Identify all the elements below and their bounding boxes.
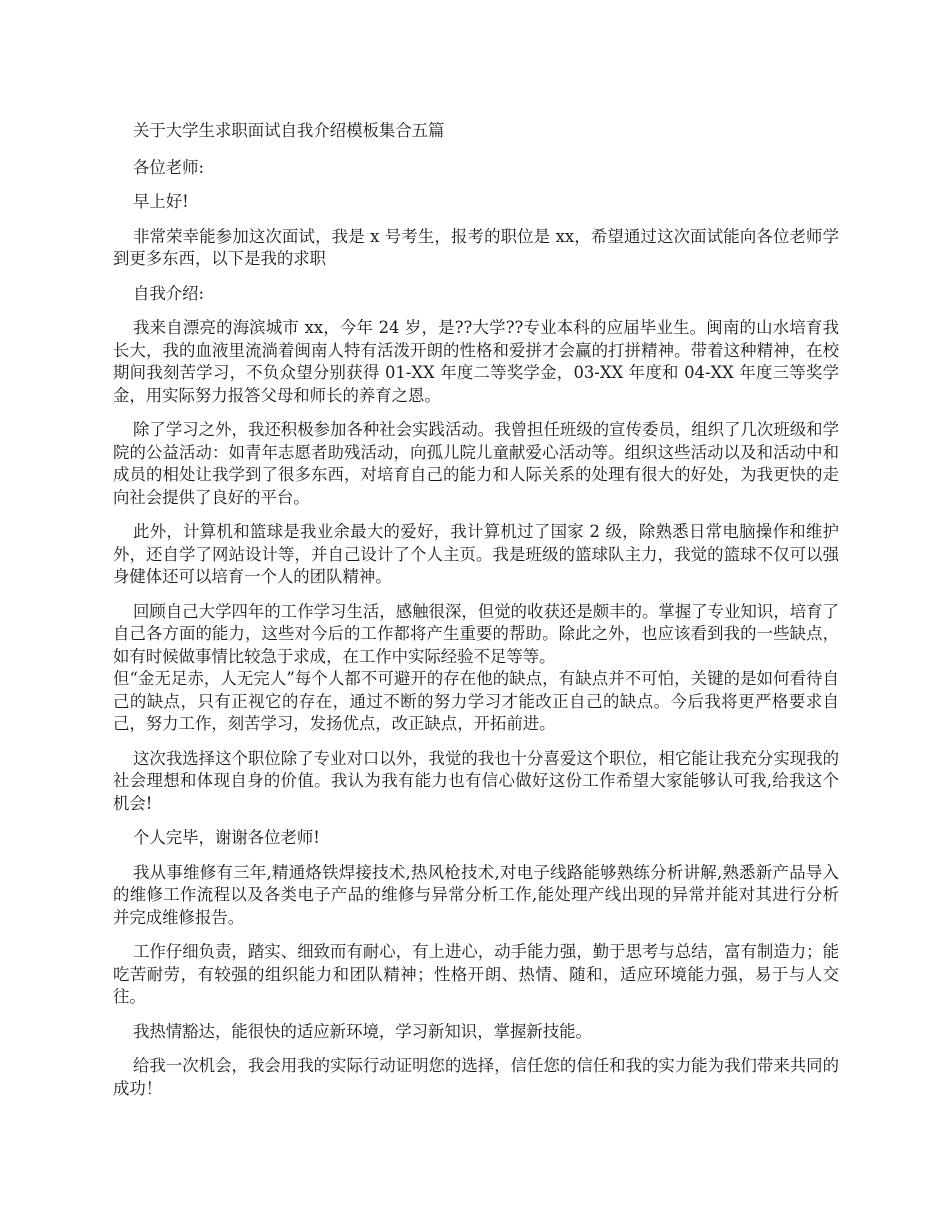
paragraph: 工作仔细负责，踏实、细致而有耐心，有上进心，动手能力强，勤于思考与总结，富有制造力；能吃苦耐劳，有较强的组织能力和团队精神；性格开朗、热情、随和，适应环境能力强，易于与人交往。 xyxy=(113,942,839,1006)
paragraph: 我热情豁达，能很快的适应新环境，学习新知识，掌握新技能。 xyxy=(133,1021,592,1041)
paragraph: 我从事维修有三年,精通烙铁焊接技术,热风枪技术,对电子线路能够熟练分析讲解,熟悉新产品导入的维修工作流程以及各类电子产品的维修与异常分析工作,能处理产线出现的异常并能对其进行分析并完成维修报告。 xyxy=(113,862,839,927)
paragraph: 给我一次机会，我会用我的实际行动证明您的选择，信任您的信任和我的实力能为我们带来共同的成功！ xyxy=(113,1056,839,1098)
paragraph: 除了学习之外，我还积极参加各种社会实践活动。我曾担任班级的宣传委员，组织了几次班级和学院的公益活动：如青年志愿者助残活动，向孤儿院儿童献爱心活动等。组织这些活动以及和活动中和成员的相处让我学到了很多东西，对培育自己的能力和人际关系的处理有很大的好处，为我更快的走向社会提供了良好的平台。 xyxy=(113,420,839,507)
paragraph-greeting: 早上好! xyxy=(133,192,189,211)
document-page xyxy=(113,120,839,1112)
paragraph-salutation: 各位老师: xyxy=(133,157,205,177)
paragraph: 个人完毕，谢谢各位老师! xyxy=(133,828,320,847)
paragraph: 这次我选择这个职位除了专业对口以外，我觉的我也十分喜爱这个职位，相它能让我充分实现我的社会理想和体现自身的价值。我认为我有能力也有信心做好这份工作希望大家能够认可我,给我这个机会! xyxy=(113,748,839,813)
paragraph: 自我介绍: xyxy=(133,283,205,303)
paragraph: 我来自漂亮的海滨城市 xx，今年 24 岁，是??大学??专业本科的应届毕业生。闽南的山水培育我长大，我的血液里流淌着闽南人特有活泼开朗的性格和爱拼才会赢的打拼精神。带着这种精神，在校期间我刻苦学习，不负众望分别获得 01-XX 年度二等奖学金，03-XX 年度和 04-XX 年度三等奖学金，用实际努力报答父母和师长的养育之恩。 xyxy=(113,318,839,405)
paragraph: 此外，计算机和篮球是我业余最大的爱好，我计算机过了国家 2 级，除熟悉日常电脑操作和维护外，还自学了网站设计等，并自己设计了个人主页。我是班级的篮球队主力，我觉的篮球不仅可以强身健体还可以培育一个人的团队精神。 xyxy=(113,522,839,586)
paragraph: 回顾自己大学四年的工作学习生活，感触很深，但觉的收获还是颇丰的。掌握了专业知识，培育了自己各方面的能力，这些对今后的工作都将产生重要的帮助。除此之外，也应该看到我的一些缺点，如有时候做事情比较急于求成，在工作中实际经验不足等等。 但“金无足赤，人无完人”每个人都不可避开的存在他的缺点，有缺点并不可怕，关键的是如何看待自己的缺点，只有正视它的存在，通过不断的努力学习才能改正自己的缺点。今后我将更严格要求自己，努力工作，刻苦学习，发扬优点，改正缺点，开拓前进。 xyxy=(113,601,839,733)
document-title: 关于大学生求职面试自我介绍模板集合五篇 xyxy=(133,121,445,140)
paragraph: 非常荣幸能参加这次面试，我是 x 号考生，报考的职位是 xx，希望通过这次面试能向各位老师学到更多东西，以下是我的求职 xyxy=(113,226,839,268)
